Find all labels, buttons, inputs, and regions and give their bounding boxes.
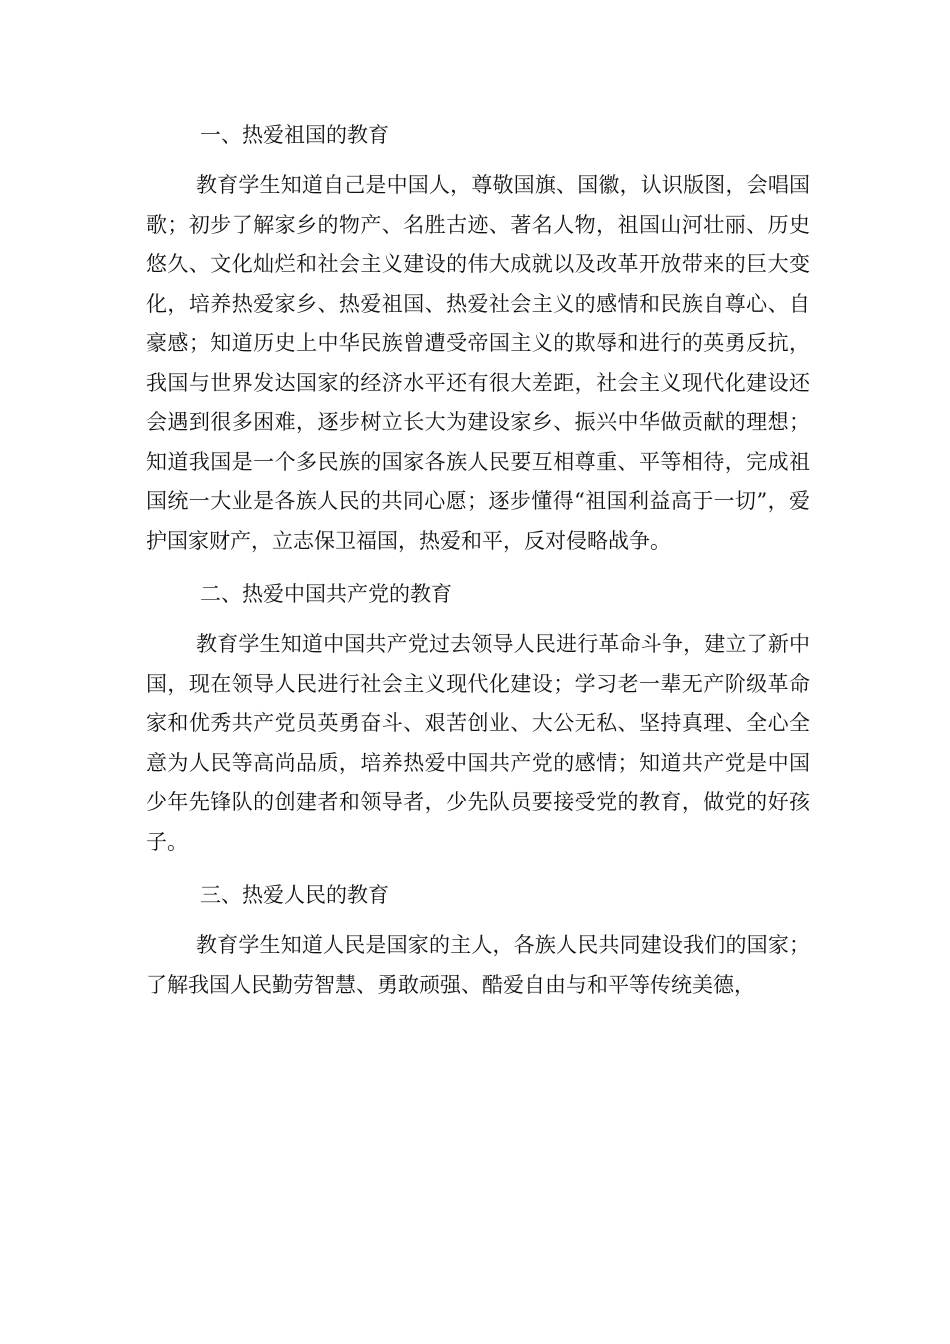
section-heading-3: 三、热爱人民的教育 (200, 883, 389, 907)
spacer (146, 561, 810, 575)
section-paragraph-3: 教育学生知道人民是国家的主人，各族人民共同建设我们的国家；了解我国人民勤劳智慧、勇敢顽强、酷爱自由与和平等传统美德， (146, 933, 810, 997)
spacer (146, 613, 810, 625)
document-body (146, 116, 810, 1005)
section-heading-1: 一、热爱祖国的教育 (200, 123, 389, 147)
spacer (146, 862, 810, 876)
section-paragraph-1: 教育学生知道自己是中国人，尊敬国旗、国徽，认识版图，会唱国歌；初步了解家乡的物产、名胜古迹、著名人物，祖国山河壮丽、历史悠久、文化灿烂和社会主义建设的伟大成就以及改革开放带来的巨大变化，培养热爱家乡、热爱祖国、热爱社会主义的感情和民族自尊心、自豪感；知道历史上中华民族曾遭受帝国主义的欺辱和进行的英勇反抗，我国与世界发达国家的经济水平还有很大差距，社会主义现代化建设还会遇到很多困难，逐步树立长大为建设家乡、振兴中华做贡献的理想；知道我国是一个多民族的国家各族人民要互相尊重、平等相待，完成祖国统一大业是各族人民的共同心愿；逐步懂得“祖国利益高于一切”，爱护国家财产，立志保卫福国，热爱和平，反对侵略战争。 (146, 173, 810, 553)
section-paragraph-2: 教育学生知道中国共产党过去领导人民进行革命斗争，建立了新中国，现在领导人民进行社会主义现代化建设；学习老一辈无产阶级革命家和优秀共产党员英勇奋斗、艰苦创业、大公无私、坚持真理、全心全意为人民等高尚品质，培养热爱中国共产党的感情；知道共产党是中国少年先锋队的创建者和领导者，少先队员要接受党的教育，做党的好孩子。 (146, 632, 810, 854)
section-heading-2: 二、热爱中国共产党的教育 (200, 582, 452, 606)
spacer (146, 154, 810, 166)
spacer (146, 914, 810, 926)
